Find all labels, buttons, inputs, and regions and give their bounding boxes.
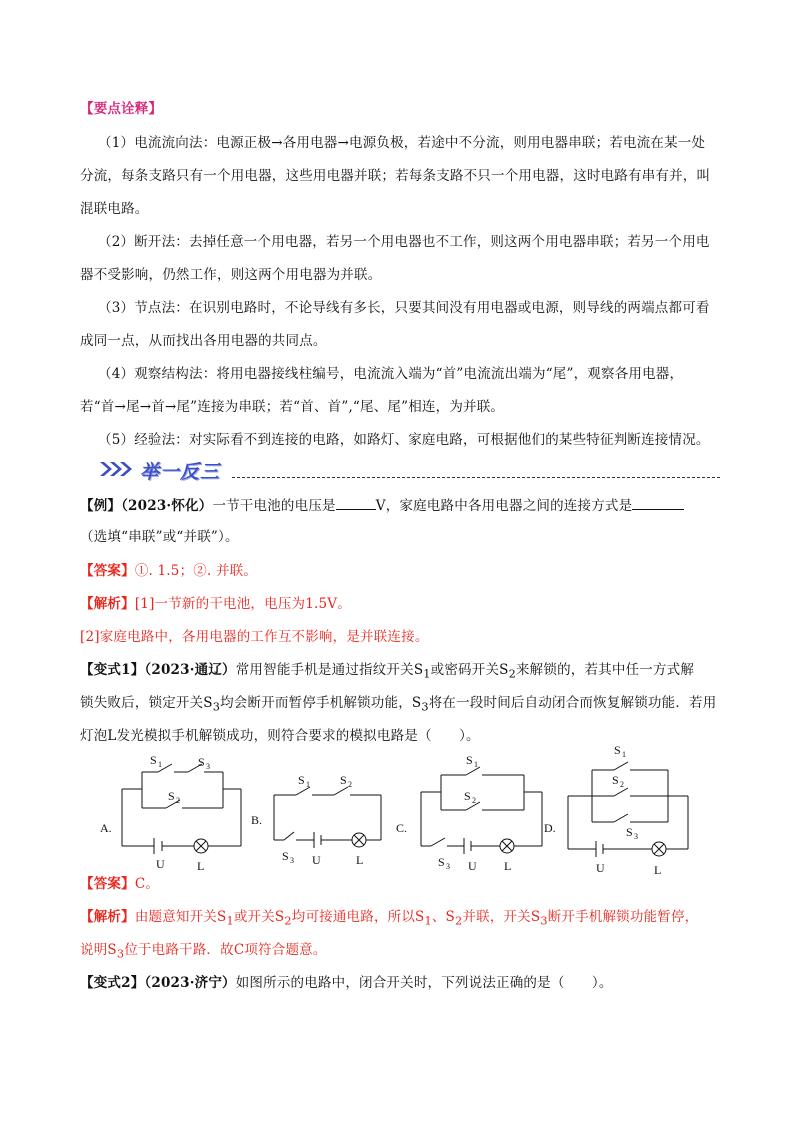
example-question-part-2: V，家庭电路中各用电器之间的连接方式是: [375, 498, 633, 514]
variant1-q2-sub-2: 3: [421, 700, 429, 714]
a-u-label: U: [156, 857, 165, 871]
circuit-a: [122, 764, 241, 854]
variant1-answer-text: C。: [134, 876, 160, 892]
v1a-text-c: 均可接通电路，所以S: [291, 909, 425, 925]
a-s2-label: S: [168, 789, 175, 803]
example-tag: 【例】: [80, 498, 122, 514]
v1a2-text-b: 位于电路干路．故C项符合题意。: [124, 942, 327, 958]
variant2-question: [80, 973, 720, 993]
variant1-question-line-3: 灯泡L发光模拟手机解锁成功，则符合要求的模拟电路是（ ）。: [80, 728, 480, 744]
d-s1-label: S: [614, 743, 621, 757]
point-2-line-1: （2）断开法：去掉任意一个用电器，若另一个用电器也不工作，则这两个用电器串联；若另一个用电: [98, 234, 710, 250]
b-s3-sub: 3: [290, 856, 294, 865]
b-s2-label: S: [340, 773, 347, 787]
point-3-line-2: 成同一点，从而找出各用电器的共同点。: [80, 333, 327, 349]
variant2-source: （2023·济宁）: [144, 975, 236, 991]
circuit-b: [274, 787, 381, 848]
v1a-text-d: 、S: [431, 909, 456, 925]
point-4-line-1: （4）观察结构法：将用电器接线柱编号，电流流入端为“首”电流流出端为“尾”，观察各用电器，: [98, 366, 684, 382]
example-answer: [80, 561, 720, 581]
variant2-tag: 【变式2】: [80, 975, 145, 991]
banner-divider: [232, 477, 720, 478]
option-a-label: A.: [100, 821, 112, 835]
b-s3-label: S: [282, 849, 289, 863]
example-question-line-2: （选填“串联”或“并联”）。: [80, 529, 239, 545]
c-s2-label: S: [464, 789, 471, 803]
variant2-question-text: 如图所示的电路中，闭合开关时，下列说法正确的是（ ）。: [235, 975, 613, 991]
b-u-label: U: [312, 853, 321, 867]
a-s1-sub: 1: [158, 760, 162, 769]
c-u-label: U: [468, 859, 477, 873]
example-question-part-1: 一节干电池的电压是: [212, 498, 336, 514]
variant1-q2-text-a: 锁失败后，锁定开关S: [80, 695, 213, 711]
example-analysis-tag: 【解析】: [80, 596, 135, 612]
variant1-q1-sub-2: 2: [508, 667, 516, 681]
point-1-line-1: （1）电流流向法：电源正极→各用电器→电源负极，若途中不分流，则用电器串联；若电流在某一处: [98, 135, 706, 151]
example-analysis-line-2: [2]家庭电路中，各用电器的工作互不影响，是并联连接。: [80, 629, 429, 645]
d-s2-sub: 2: [620, 780, 624, 789]
variant1-question-line-2: [80, 693, 720, 718]
variant1-tag: 【变式1】: [80, 662, 145, 678]
variant1-analysis-line-2: [80, 940, 720, 965]
c-s1-sub: 1: [474, 760, 478, 769]
d-s2-label: S: [612, 773, 619, 787]
variant1-q2-text-b: 均会断开而暂停手机解锁功能，S: [220, 695, 422, 711]
example-source: （2023·怀化）: [121, 498, 213, 514]
variant1-q1-text-c: 来解锁的，若其中任一方式解: [515, 662, 695, 678]
option-b-label: B.: [251, 813, 263, 827]
point-5-line-1: （5）经验法：对实际看不到连接的电路，如路灯、家庭电路，可根据他们的某些特征判断连接情况。: [98, 432, 710, 448]
point-4-line-2: 若“首→尾→首→尾”连接为串联；若“首、首”,“尾、尾”相连，为并联。: [80, 399, 505, 415]
variant1-answer-tag: 【答案】: [80, 876, 135, 892]
variant1-question-line-1: [80, 660, 720, 685]
v1a-sub-3: 1: [424, 914, 432, 928]
variant1-analysis-tag: 【解析】: [80, 909, 135, 925]
v1a-sub-1: 1: [226, 914, 234, 928]
key-points-heading: 【要点诠释】: [80, 101, 163, 117]
d-l-label: L: [654, 863, 662, 877]
c-l-label: L: [504, 859, 512, 873]
circuit-options-diagram: [96, 740, 716, 875]
v1a-sub-5: 3: [540, 914, 548, 928]
example-question-line-1: [80, 495, 720, 516]
variant1-q1-text-b: 或密码开关S: [430, 662, 509, 678]
c-s2-sub: 2: [472, 796, 476, 805]
answer-blank-1: [336, 495, 376, 510]
v1a-text-e: 并联，开关S: [462, 909, 541, 925]
v1a-text-a: 由题意知开关S: [134, 909, 227, 925]
a-s2-sub: 2: [176, 796, 180, 805]
c-s1-label: S: [466, 753, 473, 767]
point-1-line-2: 分流，每条支路只有一个用电器，这些用电器并联；若每条支路不只一个用电器，这时电路有串有并，叫: [80, 168, 711, 184]
b-s1-sub: 1: [306, 780, 310, 789]
v1a-sub-2: 2: [284, 914, 292, 928]
c-s3-sub: 3: [446, 862, 450, 871]
variant1-analysis-line-1: [80, 907, 720, 932]
variant1-q1-sub-1: 1: [423, 667, 431, 681]
variant1-q1-text-a: 常用智能手机是通过指纹开关S: [235, 662, 424, 678]
example-analysis-text-1: [1]一节新的干电池，电压为1.5V。: [134, 596, 351, 612]
variant1-q2-text-c: 将在一段时间后自动闭合而恢复解锁功能．若用: [428, 695, 717, 711]
d-s3-label: S: [626, 825, 633, 839]
point-3-line-1: （3）节点法：在识别电路时，不论导线有多长，只要其间没有用电器或电源，则导线的两端点都可看: [98, 300, 710, 316]
c-s3-label: S: [438, 855, 445, 869]
point-1-line-3: 混联电路。: [80, 201, 149, 217]
banner-title: 举一反三: [140, 461, 221, 483]
d-s1-sub: 1: [622, 750, 626, 759]
variant1-answer: [80, 874, 720, 894]
point-2-line-2: 器不受影响，仍然工作，则这两个用电器为并联。: [80, 267, 382, 283]
variant1-source: （2023·通辽）: [144, 662, 236, 678]
variant1-q2-sub-1: 3: [212, 700, 221, 714]
a-s3-label: S: [198, 755, 205, 769]
a-l-label: L: [197, 859, 205, 873]
b-s2-sub: 2: [348, 780, 352, 789]
b-l-label: L: [356, 853, 364, 867]
example-analysis-line-1: [80, 594, 720, 614]
v1a2-text-a: 说明S: [80, 942, 117, 958]
d-u-label: U: [596, 861, 605, 875]
option-c-label: C.: [396, 821, 408, 835]
d-s3-sub: 3: [634, 832, 638, 841]
circuit-c: [421, 767, 542, 854]
circuit-d: [568, 762, 688, 857]
v1a-sub-4: 2: [455, 914, 463, 928]
v1a-text-f: 断开手机解锁功能暂停，: [547, 909, 699, 925]
option-d-label: D.: [544, 821, 556, 835]
v1a2-sub-1: 3: [116, 947, 125, 961]
example-answer-tag: 【答案】: [80, 563, 135, 579]
a-s1-label: S: [150, 753, 157, 767]
b-s1-label: S: [298, 773, 305, 787]
answer-blank-2: [632, 495, 684, 510]
a-s3-sub: 3: [206, 762, 210, 771]
example-answer-text: ①. 1.5；②. 并联。: [134, 563, 258, 579]
v1a-text-b: 或开关S: [233, 909, 285, 925]
